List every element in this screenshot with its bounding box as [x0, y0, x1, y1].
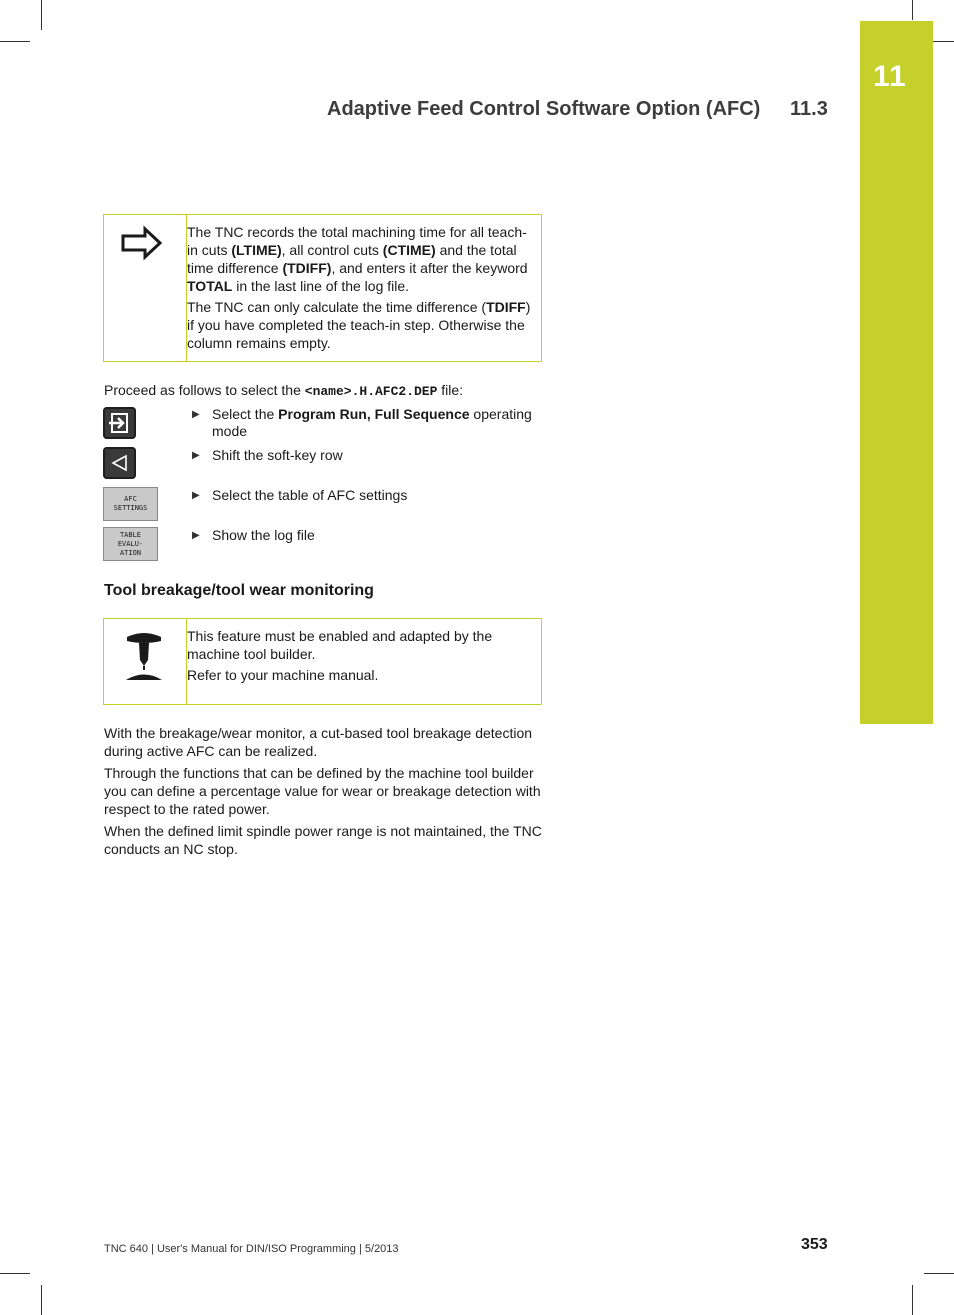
step-4 [192, 527, 544, 544]
softkey-label: TABLE EVALU- ATION [103, 527, 158, 561]
note-text [187, 627, 532, 687]
body-paragraph: With the breakage/wear monitor, a cut-based tool breakage detection during active AFC can be realized. [104, 725, 533, 759]
step-2 [192, 447, 544, 464]
crop-mark [912, 0, 913, 20]
crop-mark [912, 1285, 913, 1315]
intro-paragraph: Proceed as follows to select the <name>.H.AFC2.DEP file: [104, 382, 464, 399]
section-heading: Tool breakage/tool wear monitoring [104, 582, 374, 599]
program-run-key[interactable] [103, 407, 136, 439]
afc-settings-softkey[interactable] [103, 487, 158, 521]
crop-mark [0, 1273, 30, 1274]
step-label: Shift the soft-key row [212, 447, 343, 463]
body-paragraph: Through the functions that can be defined by the machine tool builder you can define a percentage value for wear or breakage detection with respect to the rated power. [104, 765, 541, 817]
page-number: 353 [801, 1236, 828, 1253]
body-paragraph: When the defined limit spindle power range is not maintained, the TNC conducts an NC stop. [104, 823, 542, 857]
triangle-left-icon [103, 447, 136, 479]
chapter-number: 11 [873, 60, 907, 93]
machine-note-box [103, 618, 542, 705]
arrow-right-icon [120, 225, 164, 261]
crop-mark [41, 0, 42, 30]
crop-mark [41, 1285, 42, 1315]
note-paragraph: The TNC records the total machining time for all teach-in cuts (LTIME), all control cuts (CTIME) and the total time difference (TDIFF), and enters it after the keyword TOTAL in the last line of the log file. [187, 224, 528, 294]
table-evaluation-softkey[interactable] [103, 527, 158, 561]
bullet-arrow-icon: ▶ [192, 530, 200, 541]
step-label: Show the log file [212, 527, 315, 543]
bullet-arrow-icon: ▶ [192, 490, 200, 501]
step-1 [192, 406, 544, 440]
bullet-arrow-icon: ▶ [192, 450, 200, 461]
note-paragraph: The TNC can only calculate the time difference (TDIFF) if you have completed the teach-in step. Otherwise the column remains empty. [187, 299, 531, 351]
note-paragraph: Refer to your machine manual. [187, 667, 379, 683]
step-3 [192, 487, 544, 504]
step-label: Select the Program Run, Full Sequence operating mode [212, 406, 532, 439]
footer-text: TNC 640 | User's Manual for DIN/ISO Programming | 5/2013 [104, 1243, 399, 1255]
crop-mark [0, 41, 30, 42]
body-text [104, 724, 544, 862]
chapter-tab [860, 21, 933, 724]
softkey-label: AFC SETTINGS [103, 487, 158, 521]
crop-mark [924, 1273, 954, 1274]
note-text [187, 223, 532, 355]
page-header-title: Adaptive Feed Control Software Option (AFC) [327, 98, 761, 120]
page-header-section: 11.3 [790, 98, 828, 120]
program-run-icon [103, 407, 136, 439]
bullet-arrow-icon: ▶ [192, 409, 200, 420]
shift-softkey-row-key[interactable] [103, 447, 136, 479]
note-box [103, 214, 542, 362]
machine-tool-icon [124, 629, 164, 683]
step-label: Select the table of AFC settings [212, 487, 408, 503]
note-paragraph: This feature must be enabled and adapted by the machine tool builder. [187, 628, 493, 662]
